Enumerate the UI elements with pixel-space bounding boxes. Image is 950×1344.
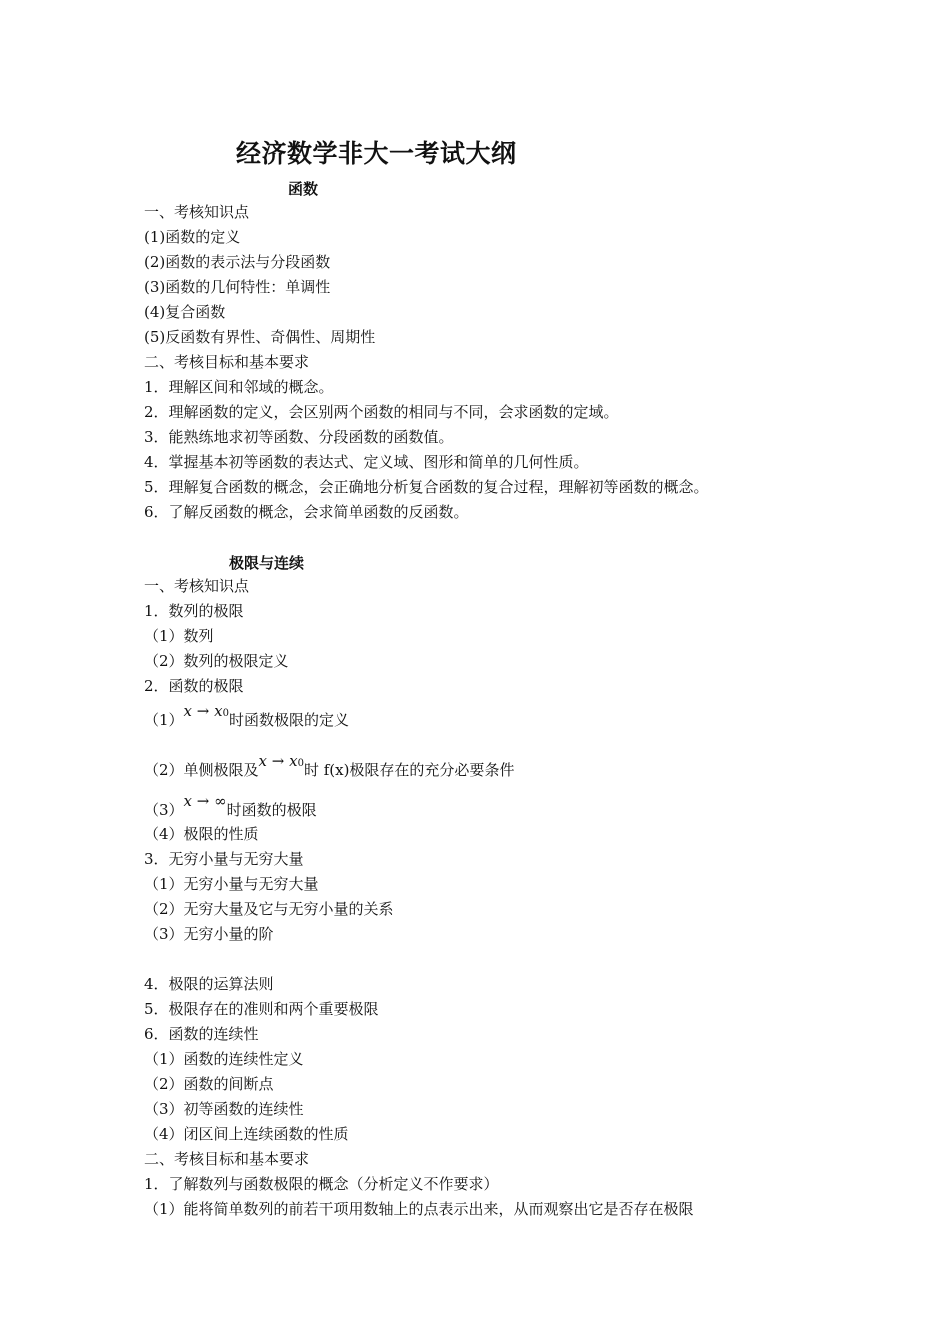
text-line: 一、考核知识点 — [144, 203, 250, 221]
text-line: 二、考核目标和基本要求 — [144, 1150, 310, 1168]
text-line: 二、考核目标和基本要求 — [144, 353, 310, 371]
math-expression: x → x — [183, 702, 223, 720]
math-expression: x → ∞ — [183, 792, 227, 810]
text-line: 4．掌握基本初等函数的表达式、定义域、图形和简单的几何性质。 — [144, 453, 589, 471]
text-line: （2）函数的间断点 — [144, 1075, 274, 1093]
text-line: （2）数列的极限定义 — [144, 652, 289, 670]
text-line: 4．极限的运算法则 — [144, 975, 274, 993]
text-line: （3）无穷小量的阶 — [144, 925, 274, 943]
section-heading-functions: 函数 — [288, 180, 319, 198]
section-heading-limits: 极限与连续 — [229, 554, 305, 572]
text-line: （4）闭区间上连续函数的性质 — [144, 1125, 349, 1143]
text-line: 2．理解函数的定义，会区别两个函数的相同与不同，会求函数的定域。 — [144, 403, 619, 421]
text-line: 6．了解反函数的概念，会求简单函数的反函数。 — [144, 503, 469, 521]
text-line: （1）能将简单数列的前若干项用数轴上的点表示出来，从而观察出它是否存在极限 — [144, 1200, 694, 1218]
text-line: 5．理解复合函数的概念，会正确地分析复合函数的复合过程，理解初等函数的概念。 — [144, 478, 709, 496]
math-expression: x → x — [258, 752, 298, 770]
text-line: 5．极限存在的准则和两个重要极限 — [144, 1000, 379, 1018]
text-line: （1）数列 — [144, 627, 214, 645]
math-line-limit-infinity: （3）x → ∞时函数的极限 — [144, 792, 317, 819]
text-line: (3)函数的几何特性：单调性 — [144, 278, 331, 296]
text-line: (1)函数的定义 — [144, 228, 241, 246]
text-line: （2）无穷大量及它与无穷小量的关系 — [144, 900, 394, 918]
text-line: 2．函数的极限 — [144, 677, 244, 695]
text-line: （4）极限的性质 — [144, 825, 259, 843]
math-subscript: 0 — [297, 758, 304, 769]
text-line: (5)反函数有界性、奇偶性、周期性 — [144, 328, 376, 346]
text-line: 1．理解区间和邻域的概念。 — [144, 378, 334, 396]
text-line: 一、考核知识点 — [144, 577, 250, 595]
text-line: （1）无穷小量与无穷大量 — [144, 875, 319, 893]
math-line-one-sided-limit: （2）单侧极限及$x \to x^0$时 f(x)极限存在的充分必要条件 — [144, 752, 515, 779]
text-line: 6．函数的连续性 — [144, 1025, 259, 1043]
document-title: 经济数学非大一考试大纲 — [236, 139, 517, 168]
math-subscript: 0 — [222, 708, 229, 719]
math-line-limit-x0: $(1)x \to x^0$时函数极限的定义 — [144, 702, 349, 729]
text-line: 3．无穷小量与无穷大量 — [144, 850, 304, 868]
text-line: (2)函数的表示法与分段函数 — [144, 253, 331, 271]
text-line: 3．能熟练地求初等函数、分段函数的函数值。 — [144, 428, 454, 446]
text-line: （1）函数的连续性定义 — [144, 1050, 304, 1068]
text-line: 1．了解数列与函数极限的概念（分析定义不作要求） — [144, 1175, 499, 1193]
text-line: 1．数列的极限 — [144, 602, 244, 620]
text-line: （3）初等函数的连续性 — [144, 1100, 304, 1118]
text-line: (4)复合函数 — [144, 303, 226, 321]
